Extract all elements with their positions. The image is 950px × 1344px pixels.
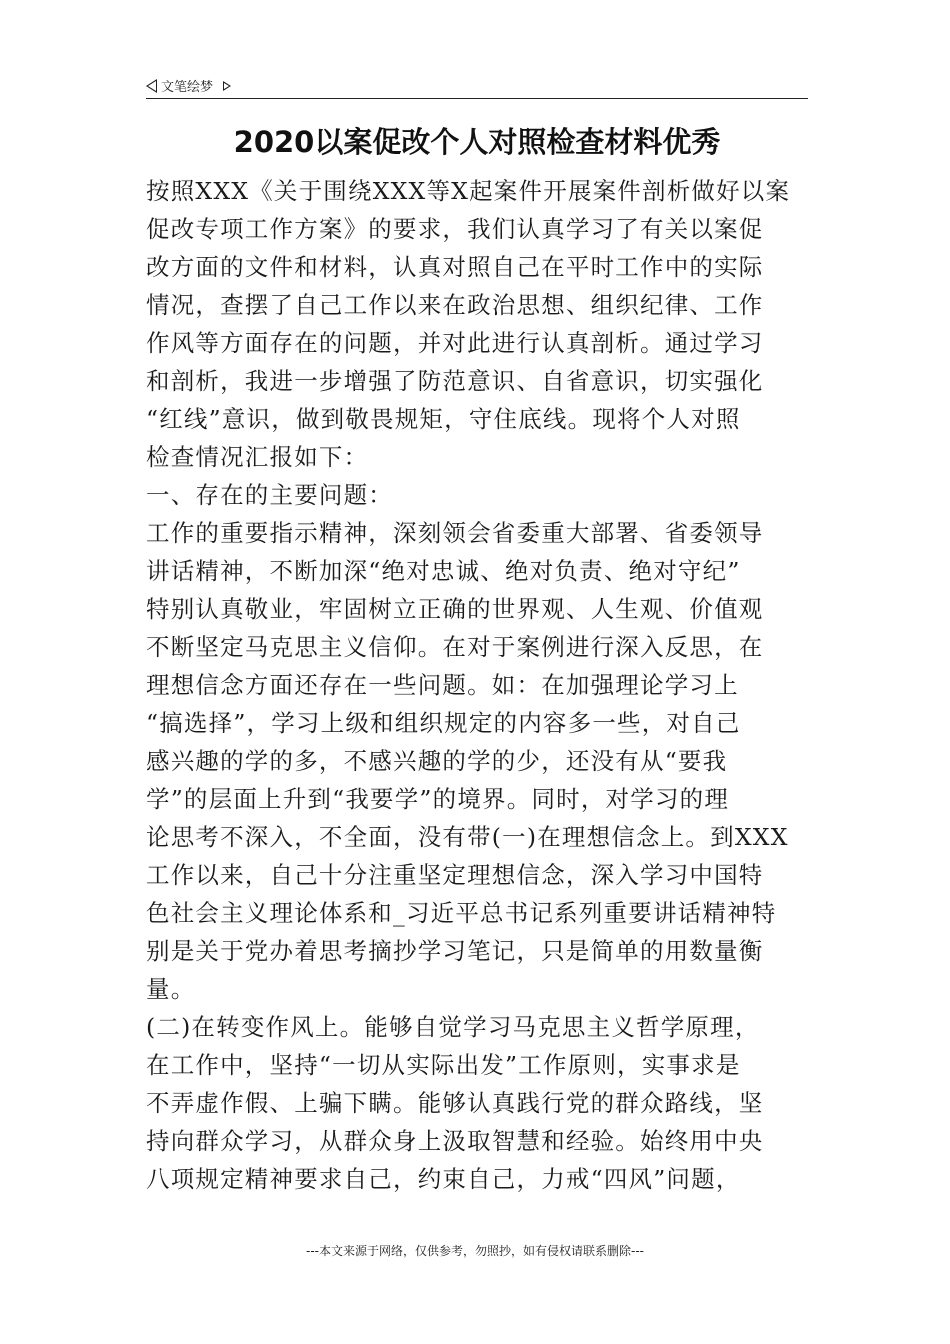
body-line: 情况，查摆了自己工作以来在政治思想、组织纪律、工作 — [146, 291, 764, 319]
body-line: 特别认真敬业，牢固树立正确的世界观、人生观、价值观 — [146, 595, 764, 623]
document-title: 2020以案促改个人对照检查材料优秀 — [233, 125, 721, 159]
body-line: 检查情况汇报如下： — [146, 443, 369, 471]
body-line: 学”的层面上升到“我要学”的境界。同时，对学习的理 — [146, 785, 730, 813]
body-line: (二)在转变作风上。能够自觉学习马克思主义哲学原理， — [146, 1013, 760, 1041]
body-line: 理想信念方面还存在一些问题。如：在加强理论学习上 — [146, 671, 739, 699]
body-line: 别是关于党办着思考摘抄学习笔记，只是简单的用数量衡 — [146, 937, 764, 965]
body-line: 感兴趣的学的多，不感兴趣的学的少，还没有从“要我 — [146, 747, 728, 775]
page-header — [146, 74, 808, 99]
body-line: 促改专项工作方案》的要求，我们认真学习了有关以案促 — [146, 215, 764, 243]
footer-disclaimer: ---本文来源于网络，仅供参考，勿照抄，如有侵权请联系删除--- — [306, 1244, 644, 1258]
body-line: 八项规定精神要求自己，约束自己，力戒“四风”问题， — [146, 1165, 741, 1193]
body-line: 作风等方面存在的问题，并对此进行认真剖析。通过学习 — [146, 329, 764, 357]
body-line: 不弄虚作假、上骗下瞒。能够认真践行党的群众路线，坚 — [146, 1089, 764, 1117]
body-line: 按照XXX《关于围绕XXX等X起案件开展案件剖析做好以案 — [146, 177, 791, 205]
body-line: 在工作中，坚持“一切从实际出发”工作原则，实事求是 — [146, 1051, 741, 1079]
body-line: 工作的重要指示精神，深刻领会省委重大部署、省委领导 — [146, 519, 764, 547]
body-line: 量。 — [146, 975, 196, 1003]
section-heading: 一、存在的主要问题： — [146, 481, 393, 509]
body-line: “红线”意识，做到敬畏规矩，守住底线。现将个人对照 — [146, 405, 741, 433]
body-line: 讲话精神，不断加深“绝对忠诚、绝对负责、绝对守纪” — [146, 557, 741, 585]
triangle-right-icon — [223, 81, 231, 91]
body-line: 不断坚定马克思主义信仰。在对于案例进行深入反思，在 — [146, 633, 764, 661]
header-source-label: 文笔绘梦 — [161, 80, 214, 95]
body-line: 持向群众学习，从群众身上汲取智慧和经验。始终用中央 — [146, 1127, 764, 1155]
document-body — [146, 172, 808, 1198]
triangle-left-icon — [146, 79, 157, 93]
body-line: 和剖析，我进一步增强了防范意识、自省意识，切实强化 — [146, 367, 764, 395]
header-label-group — [146, 76, 231, 95]
body-line: “搞选择”，学习上级和组织规定的内容多一些，对自己 — [146, 709, 741, 737]
body-line: 工作以来，自己十分注重坚定理想信念，深入学习中国特 — [146, 861, 764, 889]
body-line: 色社会主义理论体系和_习近平总书记系列重要讲话精神特 — [146, 899, 777, 927]
body-line: 论思考不深入，不全面，没有带(一)在理想信念上。到XXX — [146, 823, 789, 851]
body-line: 改方面的文件和材料，认真对照自己在平时工作中的实际 — [146, 253, 764, 281]
